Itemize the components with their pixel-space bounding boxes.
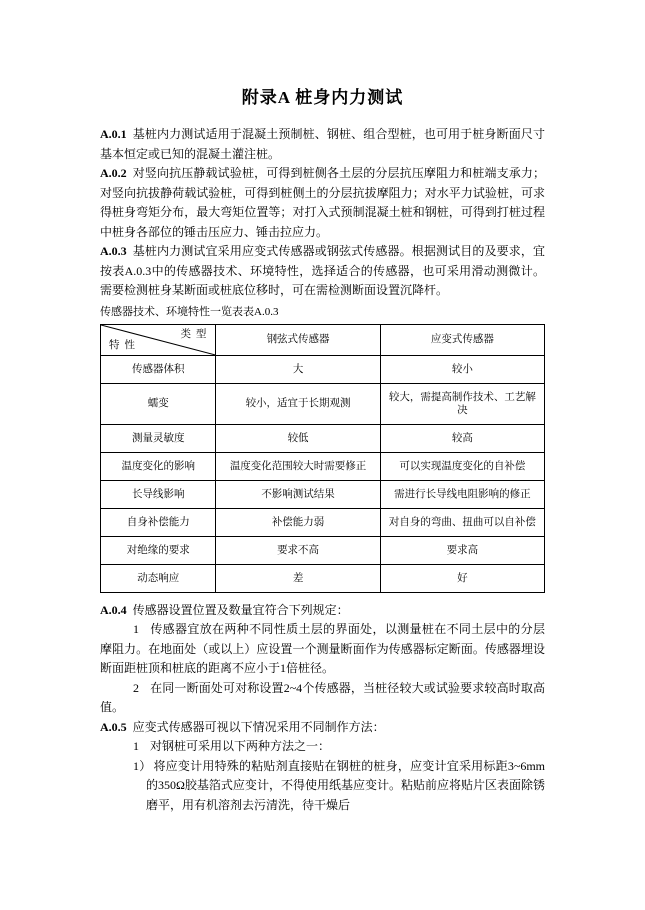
strain-cell: 对自身的弯曲、扭曲可以自补偿 [380, 508, 544, 536]
steel-string-cell: 温度变化范围较大时需要修正 [216, 452, 380, 480]
section-a02-text: 对竖向抗压静载试验桩，可得到桩侧各土层的分层抗压摩阻力和桩端支承力；对竖向抗拔静荷载试验桩，可得到桩侧土的分层抗拔摩阻力；对水平力试验桩，可求得桩身弯矩分布，最大弯矩位置等；对打入式预制混凝土桩和钢桩，可得到打桩过程中桩身各部位的锤击压应力、锤击拉应力。 [100, 166, 545, 239]
section-a04 [100, 601, 545, 621]
item-number: 1） [133, 758, 152, 773]
table-corner-cell [101, 324, 216, 355]
feature-cell: 动态响应 [101, 564, 216, 592]
table-row [101, 508, 545, 536]
feature-cell: 自身补偿能力 [101, 508, 216, 536]
item-number: 1 [133, 739, 139, 753]
item-text: 将应变计用特殊的粘贴剂直接贴在钢桩的桩身，应变计宜采用标距3~6mm的350Ω胶基箔式应变计，不得使用纸基应变计。粘贴前应将贴片区表面除锈磨平，用有机溶剂去污清洗，待干燥后 [146, 758, 545, 812]
column-header-steel-string: 钢弦式传感器 [216, 324, 380, 355]
section-a03-label: A.0.3 [100, 244, 127, 258]
strain-cell: 较高 [380, 424, 544, 452]
strain-cell: 可以实现温度变化的自补偿 [380, 452, 544, 480]
item-text: 传感器宜放在两种不同性质土层的界面处，以测量桩在不同土层中的分层摩阻力。在地面处（或以上）应设置一个测量断面作为传感器标定断面。传感器埋设断面距桩顶和桩底的距离不应小于1倍桩径。 [100, 622, 545, 675]
column-header-strain: 应变式传感器 [380, 324, 544, 355]
steel-string-cell: 要求不高 [216, 536, 380, 564]
item-text: 对钢桩可采用以下两种方法之一： [150, 739, 331, 753]
corner-feature-label: 特性 [109, 339, 140, 351]
strain-cell: 好 [380, 564, 544, 592]
feature-cell: 温度变化的影响 [101, 452, 216, 480]
page-title: 附录A 桩身内力测试 [241, 88, 404, 107]
section-a02 [100, 164, 545, 242]
table-row [101, 480, 545, 508]
strain-cell: 需进行长导线电阻影响的修正 [380, 480, 544, 508]
steel-string-cell: 较小，适宜于长期观测 [216, 383, 380, 424]
table-row [101, 424, 545, 452]
item-text: 在同一断面处可对称设置2~4个传感器，当桩径较大或试验要求较高时取高值。 [100, 680, 545, 714]
section-a04-label: A.0.4 [100, 602, 127, 617]
list-item-a04-2 [100, 679, 545, 718]
table-header-row [101, 324, 545, 355]
steel-string-cell: 差 [216, 564, 380, 592]
section-a04-text: 传感器设置位置及数量宜符合下列规定： [132, 602, 349, 617]
corner-type-label: 类型 [180, 328, 212, 340]
table-row [101, 355, 545, 383]
list-item-a05-1-1 [100, 757, 545, 816]
steel-string-cell: 补偿能力弱 [216, 508, 380, 536]
feature-cell: 对绝缘的要求 [101, 536, 216, 564]
table-caption: 传感器技术、环境特性一览表表A.0.3 [100, 305, 279, 318]
item-number: 1 [133, 622, 139, 636]
feature-cell: 测量灵敏度 [101, 424, 216, 452]
strain-cell: 要求高 [380, 536, 544, 564]
strain-cell: 较大，需提高制作技术、工艺解决 [380, 383, 544, 424]
feature-cell: 长导线影响 [101, 480, 216, 508]
section-a03 [100, 242, 545, 301]
section-a05-text: 应变式传感器可视以下情况采用不同制作方法： [132, 719, 385, 734]
steel-string-cell: 不影响测试结果 [216, 480, 380, 508]
table-row [101, 383, 545, 424]
sensor-comparison-table [100, 324, 545, 593]
section-a01-label: A.0.1 [100, 127, 127, 141]
strain-cell: 较小 [380, 355, 544, 383]
section-a03-text: 基桩内力测试宜采用应变式传感器或钢弦式传感器。根据测试目的及要求，宜按表A.0.3中的传感器技术、环境特性，选择适合的传感器，也可采用滑动测微计。需要检测桩身某断面或桩底位移时，可在需检测断面设置沉降杆。 [100, 244, 545, 297]
list-item-a04-1 [100, 620, 545, 679]
list-item-a05-1 [100, 737, 545, 757]
table-row [101, 536, 545, 564]
steel-string-cell: 大 [216, 355, 380, 383]
section-a05 [100, 718, 545, 738]
table-row [101, 452, 545, 480]
feature-cell: 传感器体积 [101, 355, 216, 383]
steel-string-cell: 较低 [216, 424, 380, 452]
feature-cell: 蠕变 [101, 383, 216, 424]
table-row [101, 564, 545, 592]
section-a01 [100, 125, 545, 164]
section-a05-label: A.0.5 [100, 719, 127, 734]
section-a02-label: A.0.2 [100, 166, 127, 180]
item-number: 2 [133, 680, 139, 695]
section-a01-text: 基桩内力测试适用于混凝土预制桩、钢桩、组合型桩，也可用于桩身断面尺寸基本恒定或已知的混凝土灌注桩。 [100, 127, 545, 161]
